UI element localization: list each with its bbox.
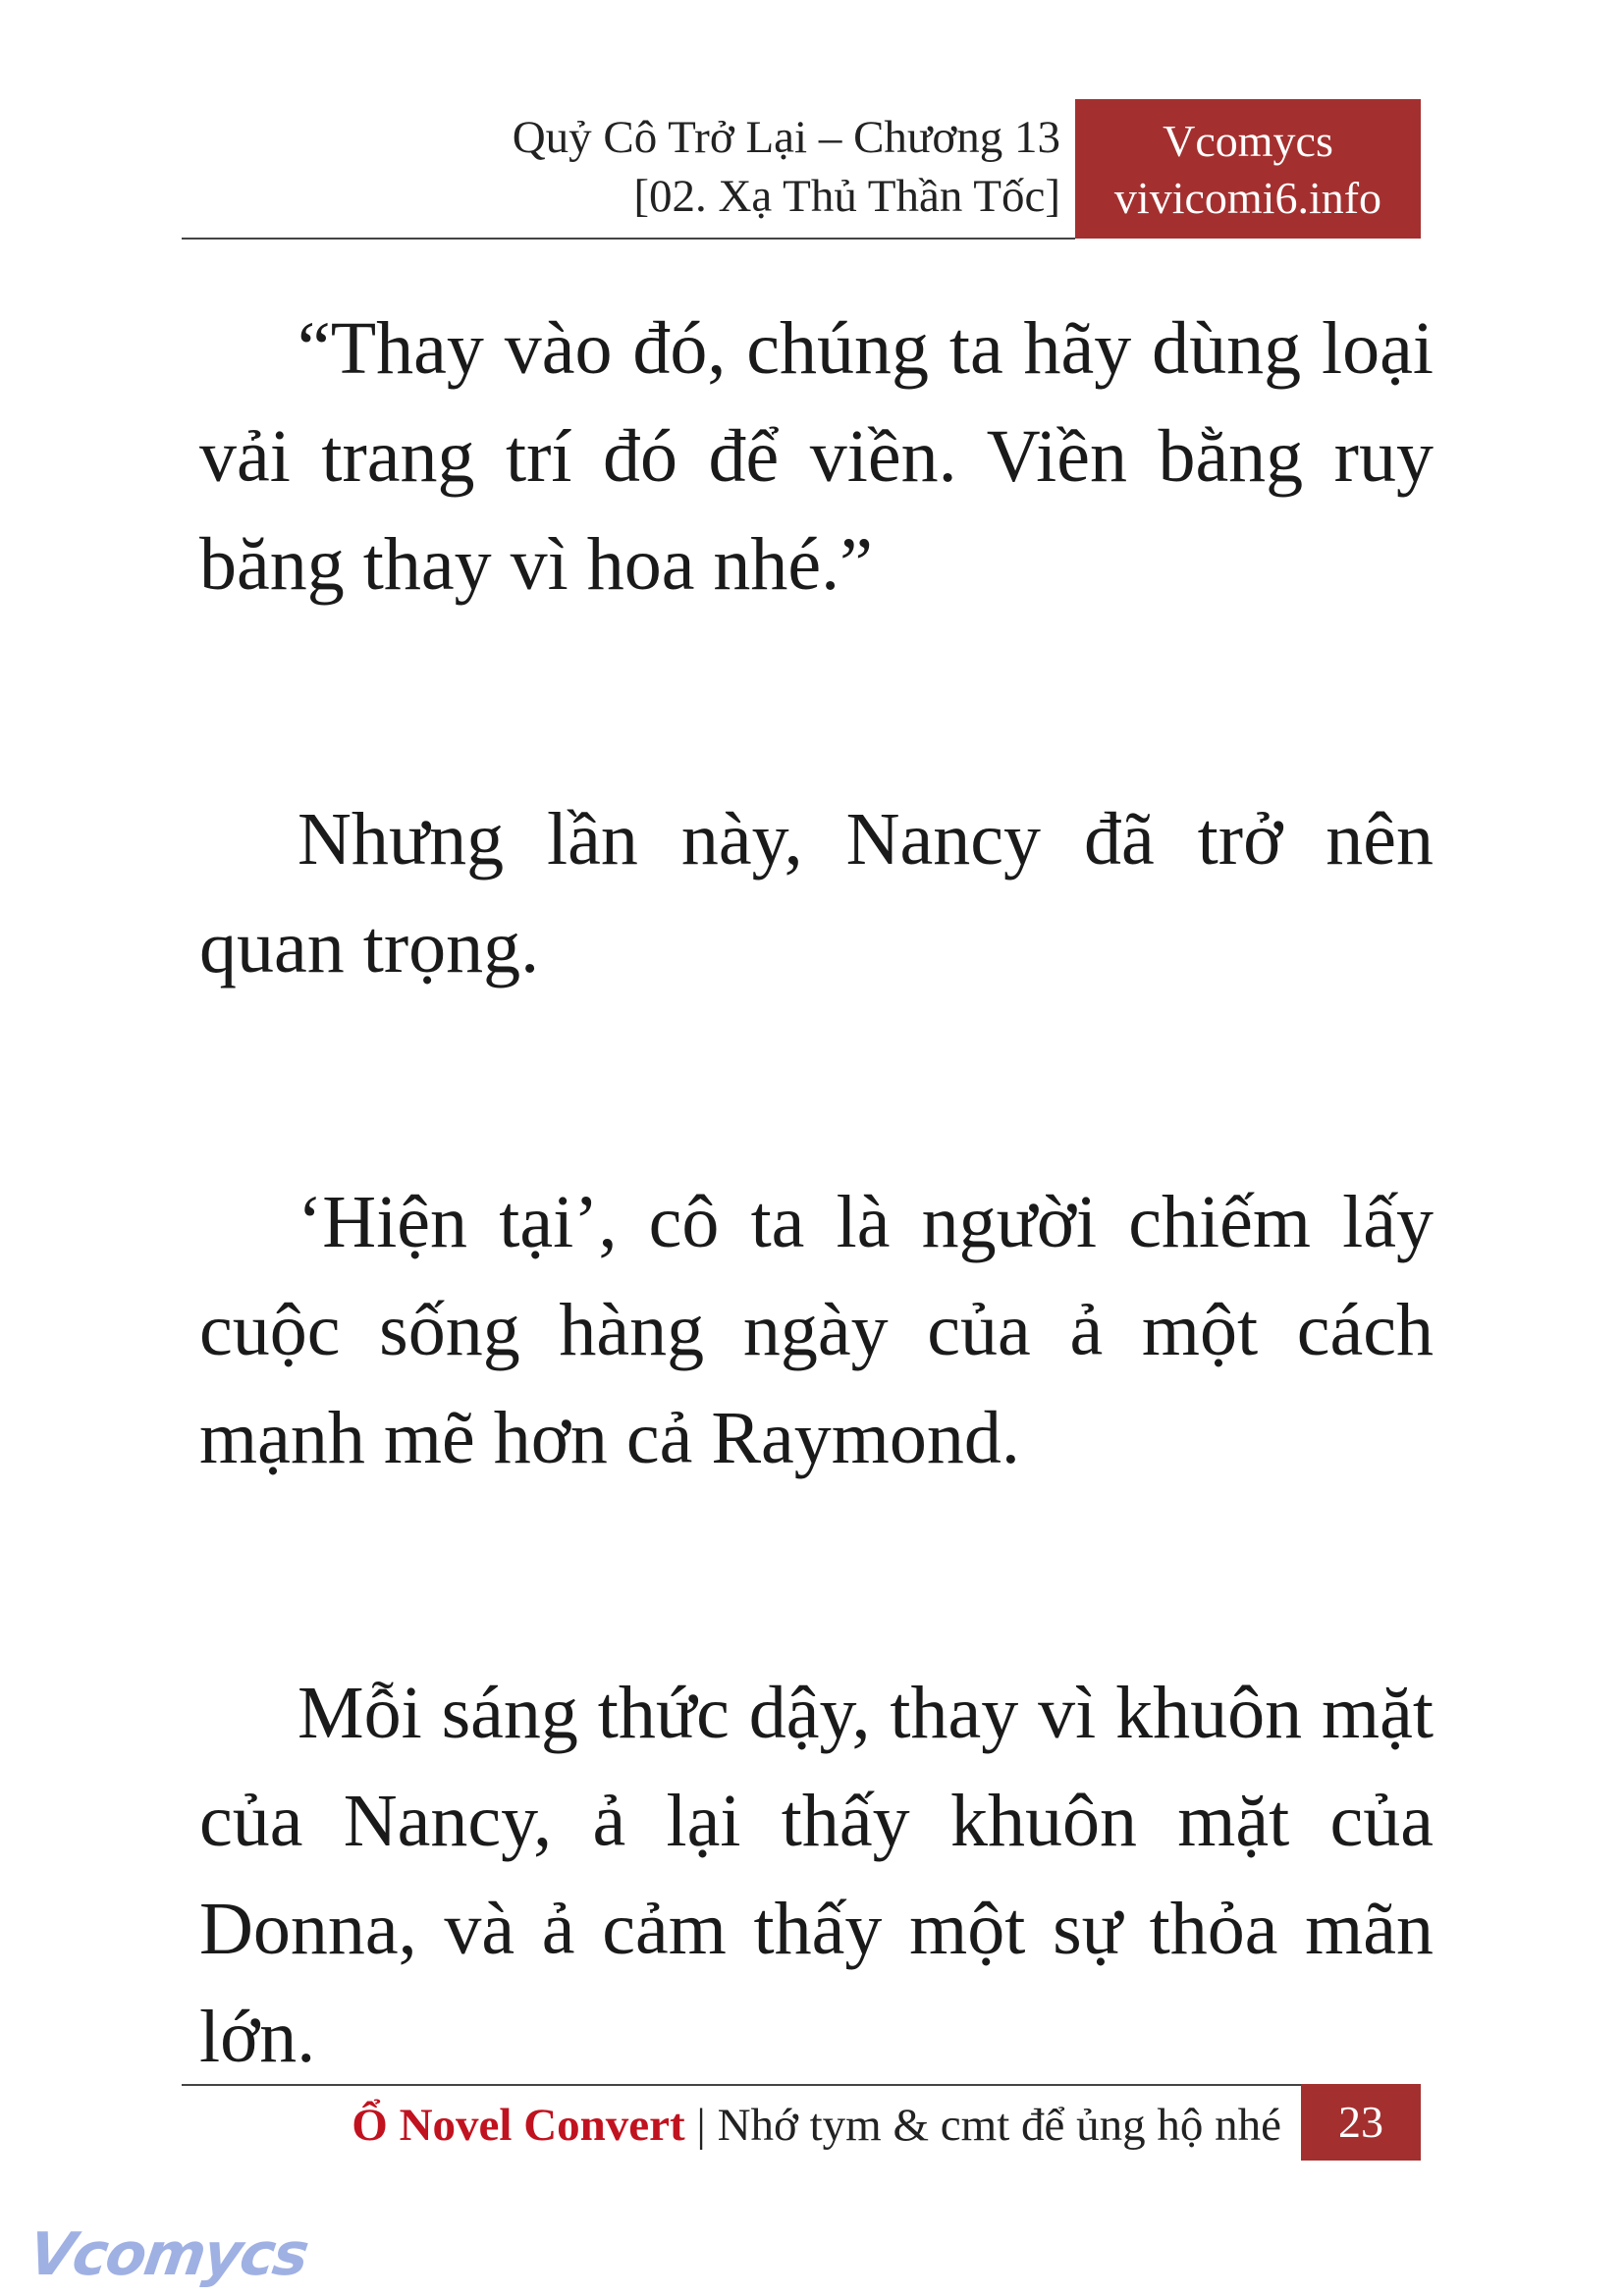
site-name: Vcomycs <box>1163 116 1333 166</box>
chapter-header <box>182 108 1060 226</box>
story-body <box>199 294 1434 2091</box>
chapter-subtitle: [02. Xạ Thủ Thần Tốc] <box>633 171 1060 222</box>
header-divider <box>182 238 1075 240</box>
footer-separator: | <box>696 2100 706 2151</box>
chapter-title: Quỷ Cô Trở Lại – Chương 13 <box>512 112 1060 163</box>
footer-brand: Ổ Novel Convert <box>352 2100 685 2151</box>
footer-divider <box>182 2084 1301 2086</box>
watermark-logo: Vcomycs <box>25 2220 312 2289</box>
paragraph: “Thay vào đó, chúng ta hãy dùng loại vải trang trí đó để viền. Viền bằng ruy băng thay vì hoa nhé.” <box>199 307 1434 606</box>
footer-note: Nhớ tym & cmt để ủng hộ nhé <box>717 2100 1281 2151</box>
paragraph: Nhưng lần này, Nancy đã trở nên quan trọng. <box>199 798 1434 988</box>
paragraph: ‘Hiện tại’, cô ta là người chiếm lấy cuộc sống hàng ngày của ả một cách mạnh mẽ hơn cả Raymond. <box>199 1181 1434 1479</box>
footer <box>182 2091 1281 2160</box>
site-url: vivicomi6.info <box>1113 173 1382 223</box>
site-badge <box>1075 99 1421 239</box>
page-number: 23 <box>1301 2084 1421 2161</box>
paragraph: Mỗi sáng thức dậy, thay vì khuôn mặt của Nancy, ả lại thấy khuôn mặt của Donna, và ả cảm thấy một sự thỏa mãn lớn. <box>199 1672 1434 2078</box>
